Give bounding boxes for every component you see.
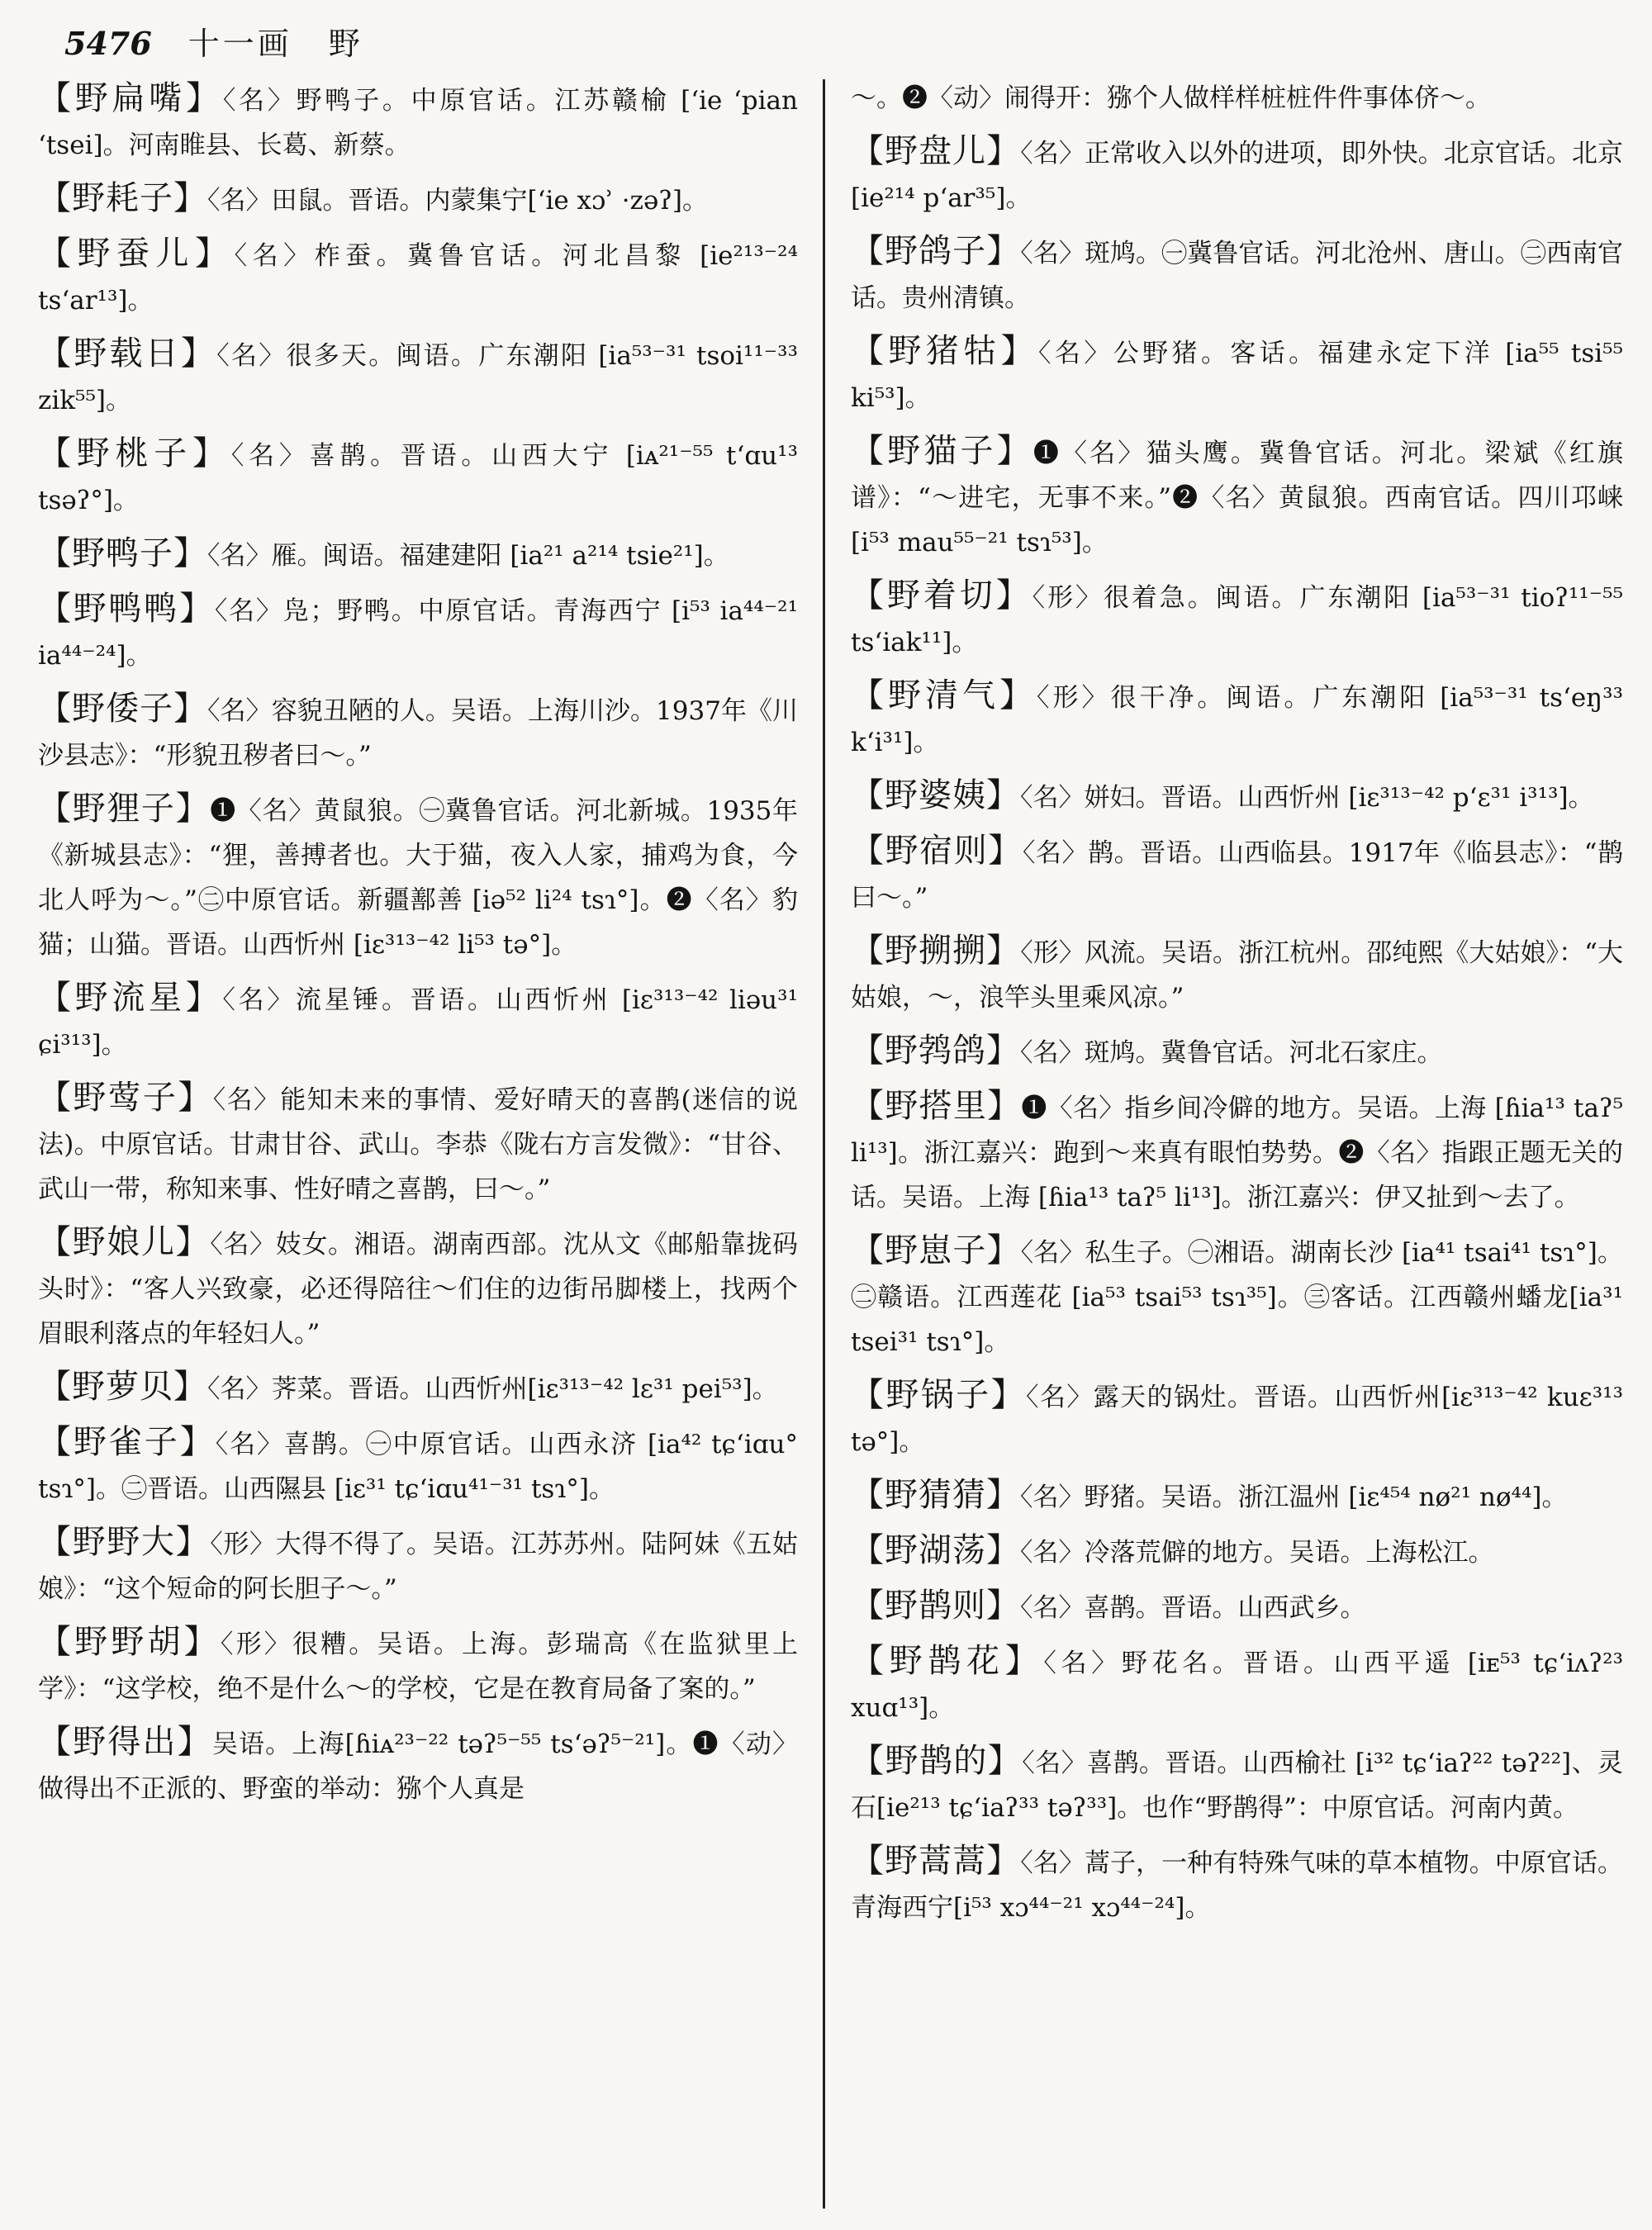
page-header <box>64 18 363 68</box>
entry-headword: 【野婆姨】 <box>851 776 1020 814</box>
entry-definition: 〈名〉公野猪。客话。福建永定下洋 [ia⁵⁵ tsi⁵⁵ ki⁵³]。 <box>851 339 1623 413</box>
entry-definition: 〈形〉很着急。闽语。广东潮阳 [ia⁵³⁻³¹ tioʔ¹¹⁻⁵⁵ tsʻiak¹¹]。 <box>851 583 1623 657</box>
stroke-count: 十一画 <box>188 26 292 62</box>
entry-headword: 【野崽子】 <box>851 1231 1021 1269</box>
dictionary-entry <box>38 176 798 223</box>
entry-definition: 〈名〉流星锤。晋语。山西忻州 [iɛ³¹³⁻⁴² liəu³¹ ɕi³¹³]。 <box>38 985 798 1060</box>
entry-definition: 〈名〉野猪。吴语。浙江温州 [iɛ⁴⁵⁴ nø²¹ nø⁴⁴]。 <box>1020 1483 1568 1512</box>
entry-definition: 〈名〉私生子。㊀湘语。湖南长沙 [ia⁴¹ tsai⁴¹ tsɿ°]。㊁赣语。江西莲花 [ia⁵³ tsai⁵³ tsɿ³⁵]。㊂客话。江西赣州蟠龙[ia³¹ tsei³¹ tsɿ°]。 <box>851 1238 1623 1357</box>
dictionary-entry <box>851 773 1623 820</box>
entry-definition: 〈名〉荠菜。晋语。山西忻州[iɛ³¹³⁻⁴² lɛ³¹ pei⁵³]。 <box>207 1374 778 1404</box>
dictionary-entry <box>38 1420 798 1511</box>
entry-definition: 〈名〉姘妇。晋语。山西忻州 [iɛ³¹³⁻⁴² pʻɛ³¹ i³¹³]。 <box>1020 783 1594 813</box>
entry-definition: 〈名〉田鼠。晋语。内蒙集宁[ʻie xɔʾ ·zəʔ]。 <box>207 186 709 216</box>
dictionary-entry <box>851 1583 1623 1630</box>
entry-headword: 【野宿则】 <box>851 832 1023 870</box>
entry-definition: 〈名〉很多天。闽语。广东潮阳 [ia⁵³⁻³¹ tsoi¹¹⁻³³ zik⁵⁵]。 <box>38 341 798 415</box>
dictionary-entry <box>38 1364 798 1412</box>
entry-headword: 【野雀子】 <box>38 1423 216 1461</box>
dictionary-entry <box>38 331 798 423</box>
dictionary-entry <box>851 76 1623 121</box>
dictionary-entry <box>851 1473 1623 1520</box>
entry-headword: 【野鹊则】 <box>851 1587 1020 1625</box>
entry-definition: 〈形〉大得不得了。吴语。江苏苏州。陆阿妹《五姑娘》：“这个短命的阿长胆子～。” <box>38 1530 798 1604</box>
entry-headword: 【野流星】 <box>38 979 223 1017</box>
entry-definition: 〈名〉野花名。晋语。山西平遥 [iᴇ⁵³ tɕʻiʌʔ²³ xuɑ¹³]。 <box>851 1649 1623 1723</box>
entry-headword: 【野倭子】 <box>38 690 208 728</box>
entry-headword: 【野耗子】 <box>38 179 207 217</box>
entry-definition: 〈名〉喜鹊。晋语。山西榆社 [i³² tɕʻiaʔ²² təʔ²²]、灵石[ie²¹³ tɕʻiaʔ³³ təʔ³³]。也作“野鹊得”：中原官话。河南内黄。 <box>851 1748 1623 1823</box>
entry-definition: 〈形〉很干净。闽语。广东潮阳 [ia⁵³⁻³¹ tsʻeŋ³³ kʻi³¹]。 <box>851 683 1623 757</box>
entry-headword: 【野猪牯】 <box>851 332 1039 370</box>
entry-definition: ❶〈名〉指乡间冷僻的地方。吴语。上海 [ɦia¹³ taʔ⁵ li¹³]。浙江嘉兴：跑到～来真有眼怕势势。❷〈名〉指跟正题无关的话。吴语。上海 [ɦia¹³ taʔ⁵ li¹³]。浙江嘉兴：伊又扯到～去了。 <box>851 1094 1623 1212</box>
dictionary-entry <box>851 1084 1623 1220</box>
entry-headword: 【野鸭子】 <box>38 534 207 572</box>
entry-headword: 【野搭里】 <box>851 1087 1022 1125</box>
page-number: 5476 <box>64 25 152 62</box>
entry-definition: ❶〈名〉黄鼠狼。㊀冀鲁官话。河北新城。1935年《新城县志》：“狸，善搏者也。大于猫，夜入人家，捕鸡为食，今北人呼为～。”㊁中原官话。新疆鄯善 [iə⁵² li²⁴ tsɿ°]。❷〈名〉豹猫；山猫。晋语。山西忻州 [iɛ³¹³⁻⁴² li⁵³ tə°]。 <box>38 796 798 960</box>
entry-headword: 【野猜猜】 <box>851 1476 1020 1514</box>
entry-headword: 【野盘儿】 <box>851 132 1021 170</box>
right-column <box>851 76 1623 2213</box>
entry-headword: 【野猫子】 <box>851 432 1033 470</box>
entry-definition: 〈名〉野鸭子。中原官话。江苏赣榆 [ʻie ʻpian ʻtsei]。河南睢县、长葛、新蔡。 <box>38 86 798 160</box>
entry-definition: 〈名〉喜鹊。晋语。山西武乡。 <box>1020 1593 1366 1623</box>
entry-definition: 〈名〉喜鹊。㊀中原官话。山西永济 [ia⁴² tɕʻiɑu° tsɿ°]。㊁晋语。山西隰县 [iɛ³¹ tɕʻiɑu⁴¹⁻³¹ tsɿ°]。 <box>38 1430 798 1504</box>
entry-headword: 【野锅子】 <box>851 1376 1027 1414</box>
dictionary-entry <box>38 531 798 578</box>
entry-definition: 〈形〉很糟。吴语。上海。彭瑞高《在监狱里上学》：“这学校，绝不是什么～的学校，它是在教育局备了案的。” <box>38 1630 798 1704</box>
dictionary-entry <box>851 1228 1623 1364</box>
dictionary-entry <box>851 573 1623 665</box>
entry-definition: 〈名〉正常收入以外的进项，即外快。北京官话。北京 [ie²¹⁴ pʻar³⁵]。 <box>851 139 1623 213</box>
entry-definition: 〈名〉斑鸠。㊀冀鲁官话。河北沧州、唐山。㊁西南官话。贵州清镇。 <box>851 239 1623 313</box>
dictionary-entry <box>851 828 1623 920</box>
entry-definition: 〈名〉蒿子，一种有特殊气味的草本植物。中原官话。青海西宁[i⁵³ xɔ⁴⁴⁻²¹ xɔ⁴⁴⁻²⁴]。 <box>851 1848 1623 1923</box>
entry-headword: 【野莺子】 <box>38 1079 213 1117</box>
entry-headword: 【野野胡】 <box>38 1623 221 1661</box>
dictionary-entry <box>38 1520 798 1611</box>
entry-headword: 【野搠搠】 <box>851 932 1021 970</box>
entry-definition: 〈形〉风流。吴语。浙江杭州。邵纯熙《大姑娘》：“大姑娘，～，浪竿头里乘风凉。” <box>851 938 1623 1013</box>
dictionary-entry <box>851 1739 1623 1830</box>
dictionary-entry <box>851 329 1623 420</box>
entry-definition: 〈名〉柞蚕。冀鲁官话。河北昌黎 [ie²¹³⁻²⁴ tsʻar¹³]。 <box>38 241 798 316</box>
dictionary-entry <box>38 1620 798 1711</box>
dictionary-entry <box>851 673 1623 765</box>
dictionary-entry <box>851 928 1623 1020</box>
entry-headword: 【野清气】 <box>851 676 1037 714</box>
entry-headword: 【野桃子】 <box>38 434 231 472</box>
dictionary-entry <box>38 686 798 778</box>
entry-headword: 【野狸子】 <box>38 790 211 828</box>
entry-definition: ❶〈名〉猫头鹰。冀鲁官话。河北。梁斌《红旗谱》：“～进宅，无事不来。”❷〈名〉黄鼠狼。西南官话。四川邛崃[i⁵³ mau⁵⁵⁻²¹ tsɿ⁵³]。 <box>851 439 1623 558</box>
dictionary-entry <box>38 1220 798 1356</box>
entry-definition: 〈名〉斑鸠。冀鲁官话。河北石家庄。 <box>1020 1038 1443 1068</box>
entry-headword: 【野野大】 <box>38 1523 211 1561</box>
entry-headword: 【野着切】 <box>851 576 1032 614</box>
entry-headword: 【野鹊花】 <box>851 1642 1044 1680</box>
entry-definition: 〈名〉能知未来的事情、爱好晴天的喜鹊(迷信的说法)。中原官话。甘肃甘谷、武山。李恭《陇右方言发微》：“甘谷、武山一带，称知来事、性好晴之喜鹊，曰～。” <box>38 1085 798 1204</box>
dictionary-entry <box>851 429 1623 565</box>
entry-definition: 〈名〉露天的锅灶。晋语。山西忻州[iɛ³¹³⁻⁴² kuɛ³¹³ tə°]。 <box>851 1383 1623 1457</box>
entry-headword: 【野湖荡】 <box>851 1531 1020 1569</box>
dictionary-entry <box>38 76 798 168</box>
entry-definition: 〈名〉冷落荒僻的地方。吴语。上海松江。 <box>1020 1538 1494 1568</box>
column-divider <box>823 79 825 2209</box>
entry-definition: 〈名〉凫；野鸭。中原官话。青海西宁 [i⁵³ ia⁴⁴⁻²¹ ia⁴⁴⁻²⁴]。 <box>38 596 798 671</box>
entry-definition: 〈名〉鹊。晋语。山西临县。1917年《临县志》：“鹊曰～。” <box>851 838 1623 913</box>
entry-headword: 【野萝贝】 <box>38 1368 207 1406</box>
dictionary-entry <box>38 1720 798 1811</box>
entry-definition: 〈名〉容貌丑陋的人。吴语。上海川沙。1937年《川沙县志》：“形貌丑秽者曰～。” <box>38 696 798 771</box>
dictionary-entry <box>38 431 798 523</box>
dictionary-entry <box>851 129 1623 221</box>
entry-headword: 【野扁嘴】 <box>38 79 223 117</box>
dictionary-entry <box>38 1075 798 1212</box>
dictionary-entry <box>38 975 798 1067</box>
dictionary-entry <box>851 1528 1623 1575</box>
entry-headword: 【野鹁鸽】 <box>851 1032 1020 1070</box>
dictionary-entry <box>851 229 1623 320</box>
entry-definition: 〈名〉妓女。湘语。湖南西部。沈从文《邮船靠拢码头时》：“客人兴致豪，必还得陪往～们住的边街吊脚楼上，找两个眉眼利落点的年轻妇人。” <box>38 1230 798 1349</box>
entry-headword: 【野蚕儿】 <box>38 235 235 273</box>
entry-headword: 【野鸽子】 <box>851 232 1021 270</box>
dictionary-entry <box>38 586 798 678</box>
radical: 野 <box>328 26 363 62</box>
entry-definition: 〈名〉雁。闽语。福建建阳 [ia²¹ a²¹⁴ tsie²¹]。 <box>207 541 729 571</box>
entry-headword: 【野载日】 <box>38 334 217 372</box>
entry-headword: 【野娘儿】 <box>38 1223 211 1261</box>
entry-definition: ～。❷〈动〉闹得开：猕个人做样样桩桩件件事体侪～。 <box>851 83 1491 113</box>
entry-headword: 【野得出】 <box>38 1723 212 1761</box>
left-column <box>38 76 798 2213</box>
dictionary-entry <box>38 231 798 323</box>
dictionary-entry <box>851 1028 1623 1075</box>
dictionary-entry <box>851 1839 1623 1930</box>
entry-definition: 〈名〉喜鹊。晋语。山西大宁 [iᴀ²¹⁻⁵⁵ tʻɑu¹³ tsəʔ°]。 <box>38 441 798 515</box>
entry-headword: 【野鸭鸭】 <box>38 590 215 628</box>
dictionary-entry <box>851 1373 1623 1464</box>
entry-definition: 吴语。上海[ɦiᴀ²³⁻²² təʔ⁵⁻⁵⁵ tsʻəʔ⁵⁻²¹]。❶〈动〉做得出不正派的、野蛮的举动：猕个人真是 <box>38 1729 798 1804</box>
entry-headword: 【野鹊的】 <box>851 1742 1023 1780</box>
dictionary-entry <box>38 786 798 967</box>
entry-headword: 【野蒿蒿】 <box>851 1842 1021 1880</box>
dictionary-entry <box>851 1639 1623 1730</box>
